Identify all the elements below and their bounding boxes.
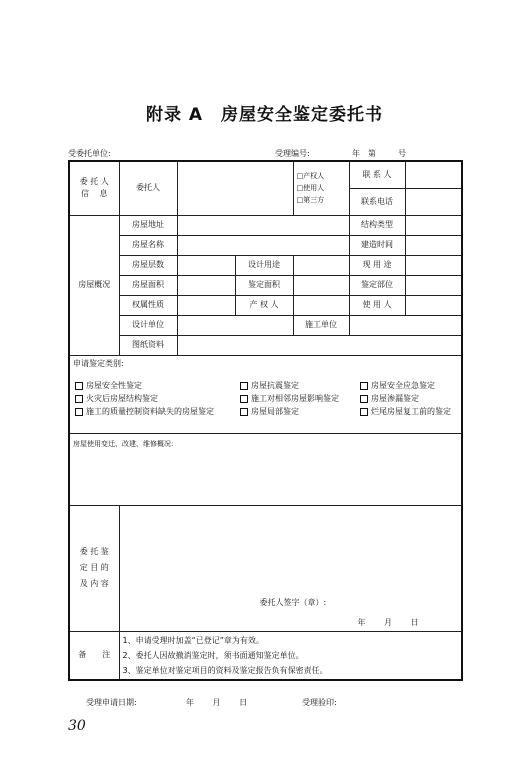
type-option-label: 施工对相邻房屋影响鉴定 [251, 393, 339, 403]
type-option[interactable] [75, 394, 240, 404]
current-use-label: 现 用 途 [349, 255, 405, 275]
contact-label: 联 系 人 [349, 161, 405, 188]
note-item: 3、鉴定单位对鉴定项目的资料及鉴定报告负有保密责任。 [122, 665, 328, 675]
house-area-field[interactable] [177, 275, 235, 295]
checkbox-icon[interactable] [360, 408, 368, 416]
type-option-label: 烂尾房屋复工前的鉴定 [371, 406, 451, 416]
built-time-label: 建造时间 [349, 235, 405, 255]
current-use-field[interactable] [405, 255, 462, 275]
note-item: 2、委托人因故撤消鉴定时，须书面通知鉴定单位。 [122, 650, 304, 660]
no-suffix-label: 号 [398, 149, 406, 158]
notes-label: 备 注 [69, 631, 119, 680]
design-unit-label: 设计单位 [119, 315, 177, 335]
appraisal-types-label: 申请鉴定类别: [73, 358, 124, 368]
role-owner[interactable]: □产权人 [296, 172, 325, 181]
purpose-date: 年 月 日 [357, 617, 419, 627]
address-label: 房屋地址 [119, 215, 177, 235]
ownership-label: 权属性质 [119, 295, 177, 315]
client-unit-label: 受委托单位: [68, 149, 111, 158]
page-title: 附录 A 房屋安全鉴定委托书 [145, 105, 384, 125]
type-option[interactable] [360, 394, 468, 404]
checkbox-icon[interactable] [240, 382, 248, 390]
floors-field[interactable] [177, 255, 235, 275]
type-option[interactable] [360, 407, 468, 417]
built-time-field[interactable] [405, 235, 462, 255]
design-use-label: 设计用途 [235, 255, 293, 275]
type-option-label: 房屋安全性鉴定 [86, 380, 142, 390]
house-name-field[interactable] [177, 235, 349, 255]
client-role-options[interactable] [293, 161, 349, 215]
type-option-label: 火灾后房屋结构鉴定 [86, 393, 158, 403]
type-option[interactable] [240, 394, 360, 404]
construction-unit-field[interactable] [349, 315, 462, 335]
type-option-label: 房屋安全应急鉴定 [371, 380, 435, 390]
design-unit-field[interactable] [177, 315, 293, 335]
role-third-party[interactable]: □第三方 [296, 196, 325, 205]
checkbox-icon[interactable] [360, 382, 368, 390]
phone-field[interactable] [405, 188, 462, 215]
year-label: 年 [352, 149, 360, 158]
house-overview-label: 房屋概况 [69, 215, 119, 355]
history-cell[interactable] [69, 433, 462, 505]
apply-date-ymd: 年 月 日 [186, 698, 248, 707]
type-option[interactable] [75, 381, 240, 391]
type-option[interactable] [75, 407, 240, 417]
appraisal-form-table [68, 160, 463, 681]
owner-field[interactable] [293, 295, 349, 315]
client-name-field[interactable] [177, 161, 293, 215]
construction-unit-label: 施工单位 [293, 315, 349, 335]
contact-field[interactable] [405, 161, 462, 188]
floors-label: 房屋层数 [119, 255, 177, 275]
appraisal-types-cell [69, 355, 462, 433]
type-option[interactable] [240, 381, 360, 391]
house-area-label: 房屋面积 [119, 275, 177, 295]
type-option-label: 施工的质量控制资料缺失的房屋鉴定 [86, 406, 214, 416]
checkbox-icon[interactable] [75, 382, 83, 390]
appraisal-area-field[interactable] [293, 275, 349, 295]
owner-label: 产 权 人 [235, 295, 293, 315]
appraisal-types-options [73, 379, 458, 419]
no-prefix-label: 第 [368, 149, 376, 158]
type-option[interactable] [360, 381, 468, 391]
ownership-field[interactable] [177, 295, 235, 315]
type-option[interactable] [240, 407, 360, 417]
structure-field[interactable] [405, 215, 462, 235]
type-option-label: 房屋渗漏鉴定 [371, 393, 419, 403]
appraisal-part-label: 鉴定部位 [349, 275, 405, 295]
drawings-label: 图纸资料 [119, 335, 177, 355]
accept-no-label: 受理编号: [275, 149, 310, 158]
appraisal-part-field[interactable] [405, 275, 462, 295]
user-label: 使 用 人 [349, 295, 405, 315]
checkbox-icon[interactable] [75, 408, 83, 416]
purpose-label: 委 托 鉴 定 目 的 及 内 容 [69, 505, 119, 631]
client-info-label: 委 托 人 信 息 [69, 161, 119, 215]
phone-label: 联系电话 [349, 188, 405, 215]
user-field[interactable] [405, 295, 462, 315]
drawings-field[interactable] [177, 335, 462, 355]
page-number: 30 [68, 718, 86, 734]
structure-label: 结构类型 [349, 215, 405, 235]
checkbox-icon[interactable] [75, 395, 83, 403]
type-option-label: 房屋抗震鉴定 [251, 380, 299, 390]
type-option-label: 房屋局部鉴定 [251, 406, 299, 416]
role-user[interactable]: □使用人 [296, 184, 325, 193]
checkbox-icon[interactable] [240, 408, 248, 416]
house-name-label: 房屋名称 [119, 235, 177, 255]
history-label: 房屋使用变迁、改建、维修概况: [73, 439, 174, 448]
client-signature-label: 委托人签字（章）: [259, 597, 327, 607]
purpose-content-cell[interactable] [119, 505, 462, 631]
notes-content [119, 631, 462, 680]
address-field[interactable] [177, 215, 349, 235]
design-use-field[interactable] [293, 255, 349, 275]
verify-seal-label: 受理验印: [302, 698, 337, 707]
note-item: 1、申请受理时加盖“已登记”章为有效。 [122, 635, 264, 645]
client-label: 委托人 [119, 161, 177, 215]
apply-date-label: 受理申请日期: [86, 698, 137, 707]
checkbox-icon[interactable] [360, 395, 368, 403]
checkbox-icon[interactable] [240, 395, 248, 403]
appraisal-area-label: 鉴定面积 [235, 275, 293, 295]
